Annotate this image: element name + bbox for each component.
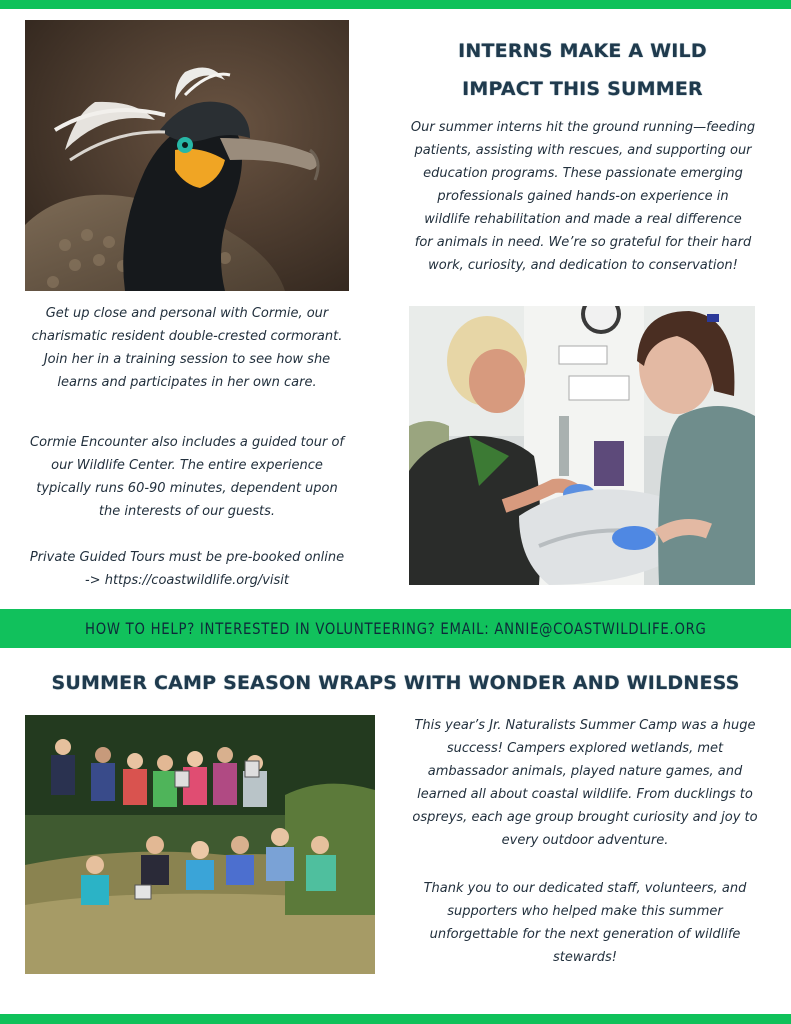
text-line: Thank you to our dedicated staff, volunteers, and	[423, 881, 747, 896]
text-line: professionals gained hands-on experience in	[437, 189, 729, 204]
camp-section-title: SUMMER CAMP SEASON WRAPS WITH WONDER AND WILDNESS	[51, 672, 740, 694]
interns-illustration	[409, 306, 755, 585]
intern-title-line-2: IMPACT THIS SUMMER	[462, 78, 703, 100]
cormie-paragraph-3	[15, 546, 359, 592]
cormie-paragraph-2	[15, 431, 359, 523]
camp-paragraph-1	[400, 714, 770, 852]
text-line: Private Guided Tours must be pre-booked online	[29, 550, 345, 565]
text-line: the interests of our guests.	[98, 504, 276, 519]
text-line: Get up close and personal with Cormie, our	[45, 306, 329, 321]
text-line: for animals in need. We’re so grateful for their hard	[414, 235, 752, 250]
text-line: stewards!	[552, 950, 618, 965]
text-line: Cormie Encounter also includes a guided tour of	[30, 435, 344, 450]
text-line: charismatic resident double-crested cormorant.	[31, 329, 343, 344]
bottom-accent-bar	[0, 1014, 791, 1024]
volunteer-banner-text[interactable]: HOW TO HELP? INTERESTED IN VOLUNTEERING? EMAIL: ANNIE@COASTWILDLIFE.ORG	[84, 619, 707, 638]
text-line: success! Campers explored wetlands, met	[446, 741, 724, 756]
visit-link[interactable]: -> https://coastwildlife.org/visit	[84, 573, 289, 588]
text-line: ambassador animals, played nature games, and	[427, 764, 743, 779]
text-line: our Wildlife Center. The entire experience	[51, 458, 323, 473]
text-line: every outdoor adventure.	[501, 833, 669, 848]
text-line: work, curiosity, and dedication to conservation!	[428, 258, 738, 273]
text-line: supporters who helped make this summer	[447, 904, 723, 919]
text-line: learned all about coastal wildlife. From ducklings to	[417, 787, 753, 802]
text-line: learns and participates in her own care.	[57, 375, 317, 390]
cormorant-photo	[25, 20, 349, 291]
text-line: unforgettable for the next generation of wildlife	[429, 927, 741, 942]
campers-photo	[25, 715, 375, 974]
text-line: wildlife rehabilitation and made a real difference	[424, 212, 742, 227]
text-line: Join her in a training session to see how she	[43, 352, 331, 367]
intern-section-title	[405, 32, 760, 108]
text-line: patients, assisting with rescues, and supporting our	[414, 143, 752, 158]
intern-body-text	[400, 116, 766, 277]
camp-paragraph-2	[400, 877, 770, 969]
text-line: ospreys, each age group brought curiosity and joy to	[412, 810, 758, 825]
text-line: education programs. These passionate emerging	[423, 166, 743, 181]
campers-illustration	[25, 715, 375, 974]
intern-title-line-1: INTERNS MAKE A WILD	[458, 40, 707, 62]
interns-photo	[409, 306, 755, 585]
cormie-paragraph-1	[15, 302, 359, 394]
text-line: Our summer interns hit the ground running—feeding	[410, 120, 756, 135]
top-accent-bar	[0, 0, 791, 9]
text-line: typically runs 60-90 minutes, dependent upon	[36, 481, 338, 496]
volunteer-banner	[0, 609, 791, 648]
text-line: This year’s Jr. Naturalists Summer Camp was a huge	[414, 718, 756, 733]
cormorant-illustration	[25, 20, 349, 291]
